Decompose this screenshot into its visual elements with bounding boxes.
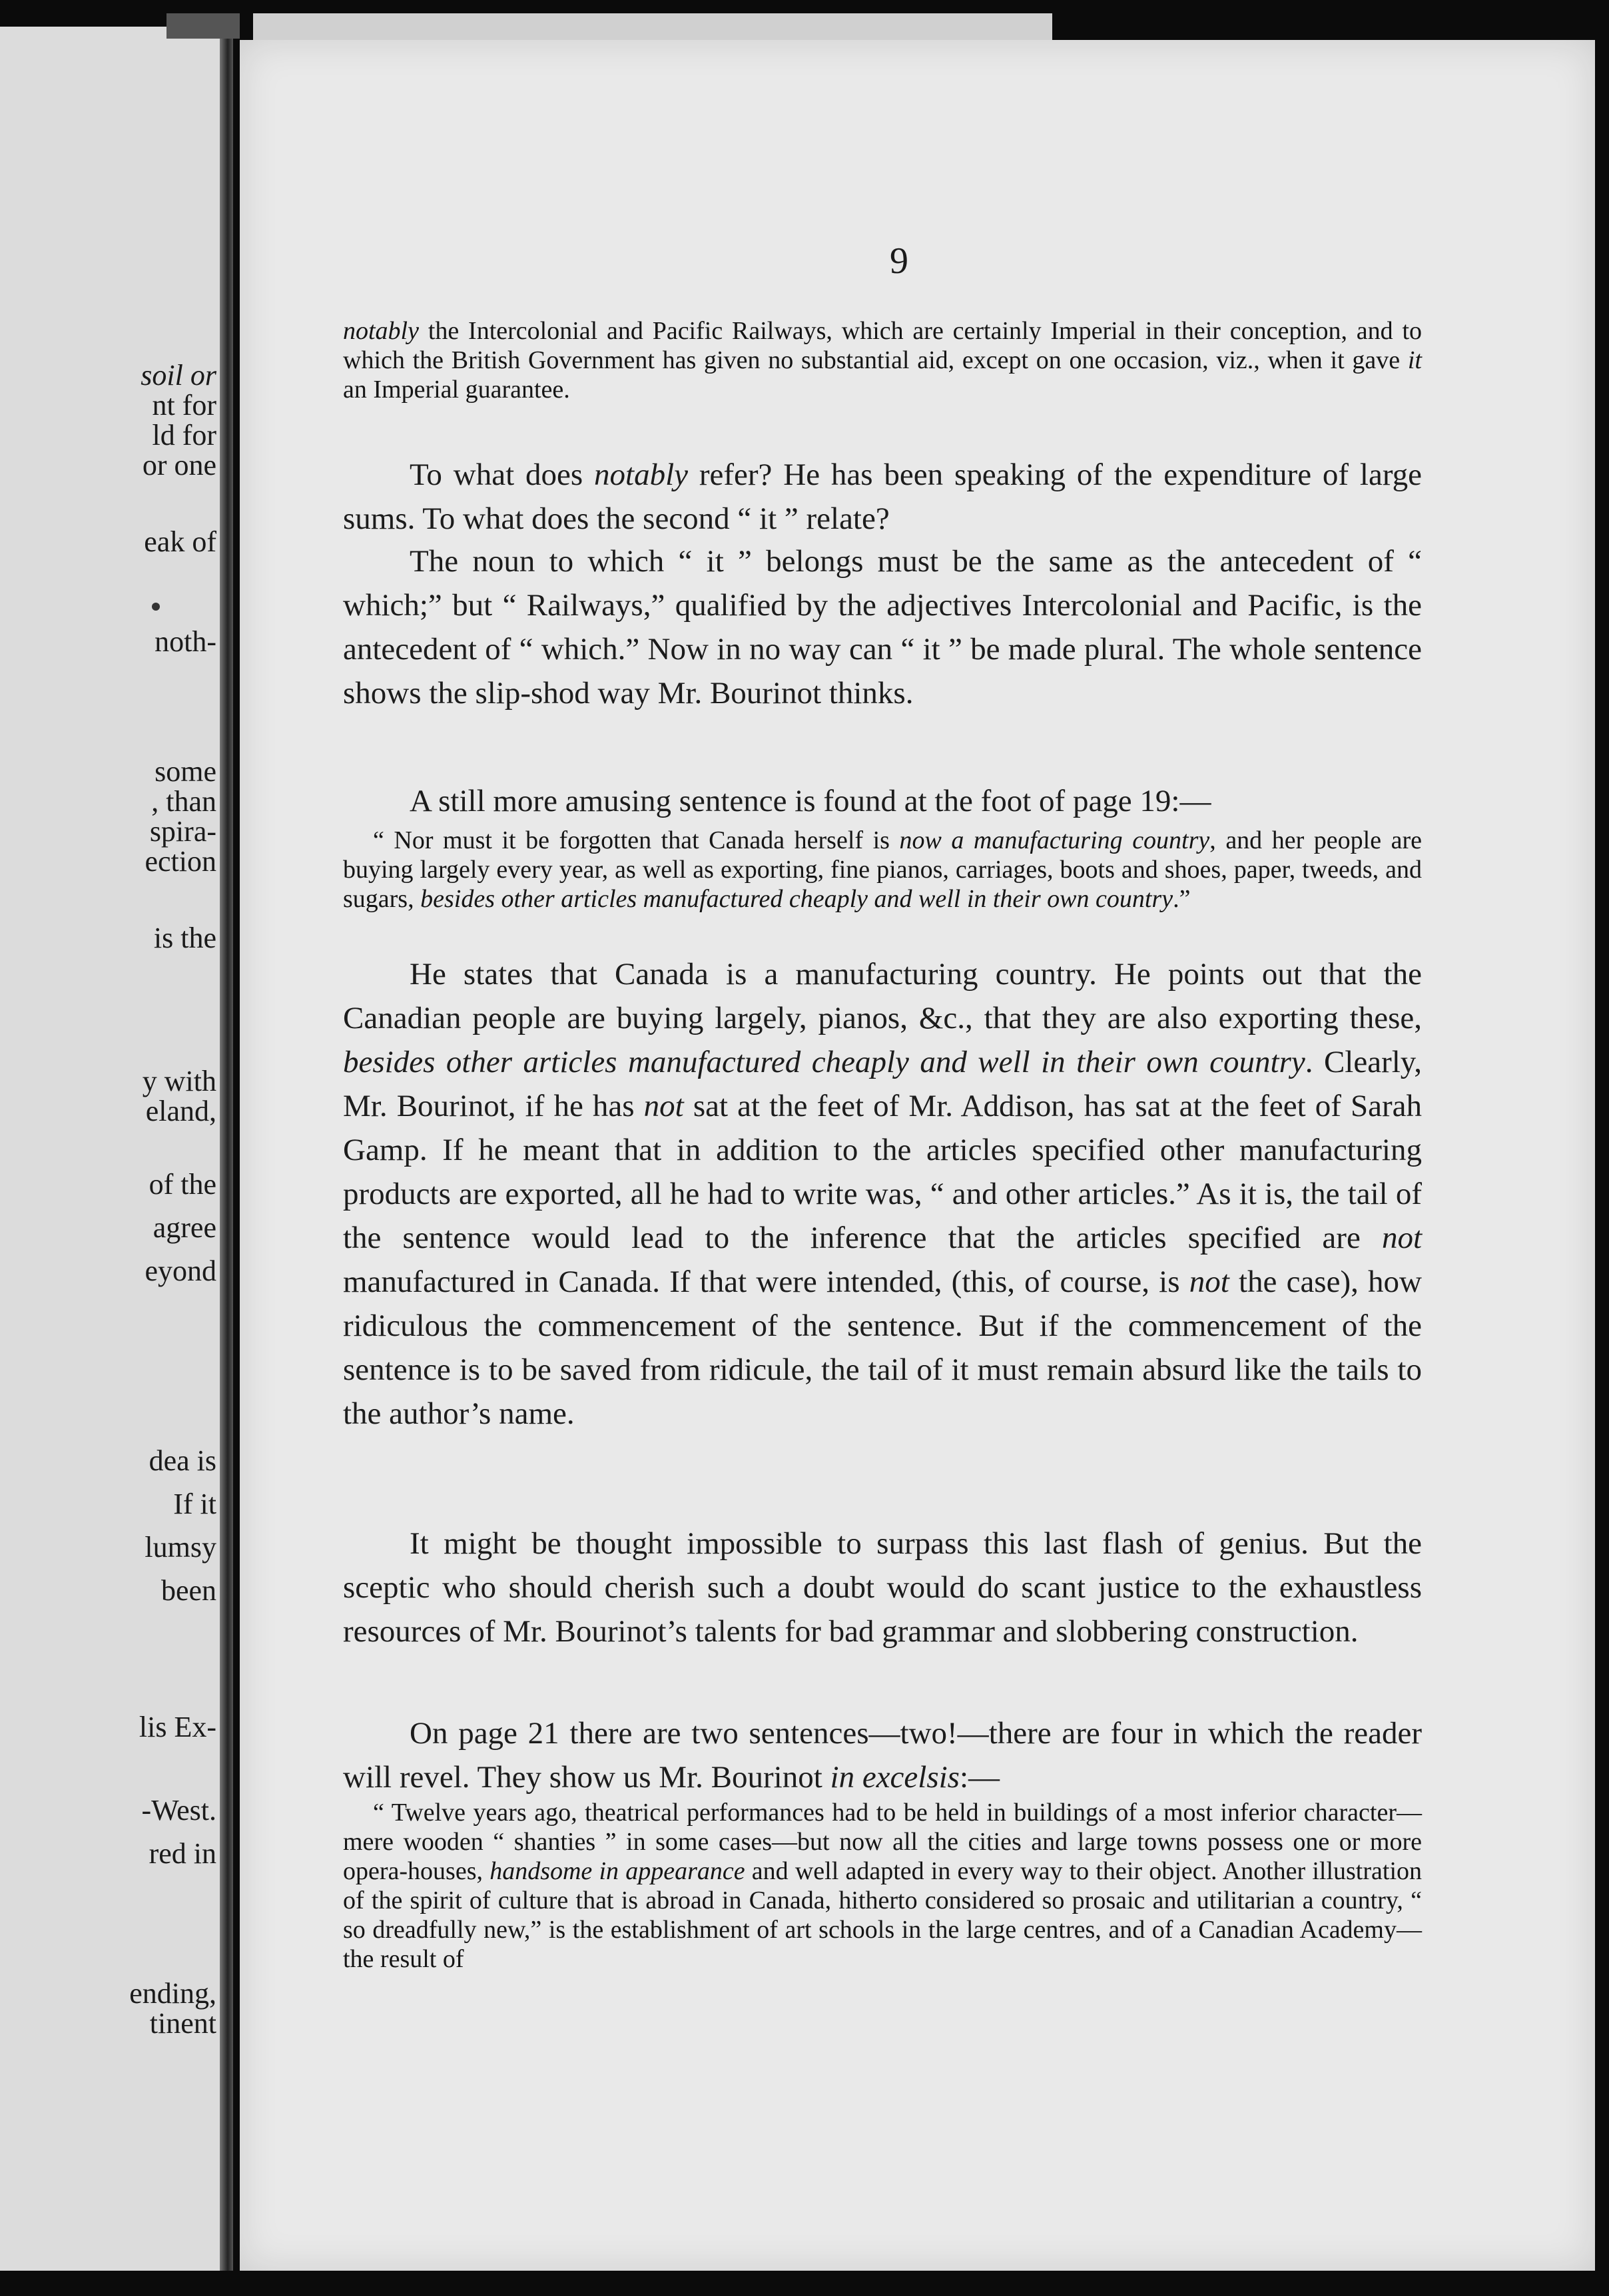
quote-body: “ Nor must it be forgotten that Canada herself is now a manufacturing country, and her people are buying largely every year, as well as exporting, fine pianos, carriages, boots and shoes, paper, tweeds, and sugars, besides other articles manufactured cheaply and well in their own country.”	[343, 826, 1422, 913]
facing-page-fragment: ending,	[129, 1977, 216, 2010]
para-manufacturing	[343, 952, 1422, 1436]
facing-page-fragment: ection	[145, 845, 216, 878]
paragraph	[343, 1522, 1422, 1653]
para-genius	[343, 1522, 1422, 1653]
facing-page-fragment: lumsy	[145, 1531, 216, 1564]
facing-page-fragment: tinent	[149, 2007, 216, 2040]
ink-speck	[152, 603, 160, 611]
paragraph	[343, 453, 1422, 541]
book-gutter	[220, 27, 233, 2271]
quote-body: “ Twelve years ago, theatrical performances had to be held in buildings of a most inferior character—mere wooden “ shanties ” in some cases—but now all the cities and large towns possess one or more opera-houses, handsome in appearance and well adapted in every way to their object. Another illustration of the spirit of culture that is abroad in Canada, hitherto considered so prosaic and utilitarian a country, “ so dreadfully new,” is the establishment of art schools in the large centres, and of a Canadian Academy—the result of	[343, 1799, 1423, 1973]
quote-body: the Intercolonial and Pacific Railways, which are certainly Imperial in their conception, and to which the British Government has given no substantial aid, except on one occasion, viz., when it gave it an Imperial guarantee.	[343, 317, 1423, 404]
facing-page-fragment: eyond	[145, 1255, 216, 1287]
facing-page-fragment: spira-	[149, 815, 216, 848]
paragraph-text: It might be thought impossible to surpass this last flash of genius. But the sceptic who should cherish such a doubt would do scant justice to the exhaustless resources of Mr. Bourinot’s talents for bad grammar and slobbering construction.	[343, 1526, 1422, 1649]
paragraph	[343, 779, 1422, 823]
facing-page-fragment: -West.	[141, 1794, 216, 1827]
facing-page-fragment: noth-	[155, 625, 216, 658]
para-amusing	[343, 779, 1422, 823]
facing-page-fragment: of the	[149, 1168, 216, 1201]
facing-page-fragment: dea is	[149, 1444, 216, 1477]
paragraph	[343, 1711, 1422, 1799]
facing-page-fragment: lis Ex-	[139, 1711, 216, 1743]
paragraph-text: On page 21 there are two sentences—two!—there are four in which the reader will revel. They show us Mr. Bourinot in excelsis:—	[343, 1716, 1422, 1795]
quote-manufacturing	[343, 826, 1422, 914]
facing-page-fragment: eland,	[145, 1095, 216, 1127]
facing-page-fragment: soil or	[141, 359, 216, 392]
facing-page-fragment: some	[155, 755, 216, 788]
paragraph	[343, 952, 1422, 1436]
paragraph-text: He states that Canada is a manufacturing country. He points out that the Canadian people are buying largely, pianos, &c., that they are also exporting these, besides other articles manufactured cheaply and well in their own country. Clearly, Mr. Bourinot, if he has not sat at the feet of Mr. Addison, has sat at the feet of Sarah Gamp. If he meant that in addition to the articles specified other manufacturing products are exported, all he had to write was, “ and other articles.” As it is, the tail of the sentence would lead to the inference that the articles specified are not manufactured in Canada. If that were intended, (this, of course, is not the case), how ridiculous the commencement of the sentence. But if the commencement of the sentence is to be saved from ridicule, the tail of it must remain absurd like the tails to the author’s name.	[343, 957, 1423, 1431]
facing-page-fragment: is the	[153, 922, 216, 954]
paragraph-text: To what does notably refer? He has been speaking of the expenditure of large sums. To what does the second “ it ” relate?	[343, 457, 1422, 536]
facing-page-fragment: , than	[151, 785, 216, 818]
quote-text: notably the Intercolonial and Pacific Railways, which are certainly Imperial in their conception, and to which the British Government has given no substantial aid, except on one occasion, viz., when it gave it an Imperial guarantee.	[343, 317, 1423, 404]
facing-page-fragment: been	[161, 1574, 216, 1607]
paragraph	[343, 539, 1422, 715]
right-margin	[1595, 27, 1609, 2296]
facing-page-fragment: y with	[142, 1065, 216, 1097]
facing-page	[0, 27, 220, 2271]
facing-page-fragment: ld for	[152, 419, 216, 451]
quote-text	[343, 1798, 1422, 1974]
quote-theatrical	[343, 1798, 1422, 1974]
quote-railways	[343, 316, 1422, 404]
paragraph-text: A still more amusing sentence is found at the foot of page 19:—	[410, 784, 1211, 818]
para-page-21	[343, 1711, 1422, 1799]
paragraph-text: The noun to which “ it ” belongs must be the same as the antecedent of “ which;” but “ Railways,” qualified by the adjectives Intercolonial and Pacific, is the antecedent of “ which.” Now in no way can “ it ” be made plural. The whole sentence shows the slip-shod way Mr. Bourinot thinks.	[343, 544, 1422, 711]
quote-text	[343, 826, 1422, 914]
facing-page-fragment: If it	[173, 1488, 216, 1520]
para-antecedent	[343, 539, 1422, 715]
page-number: 9	[890, 240, 908, 282]
facing-page-fragment: eak of	[144, 525, 216, 558]
facing-page-fragment: red in	[149, 1837, 216, 1870]
scan-corner	[166, 13, 240, 39]
facing-page-fragment: agree	[153, 1211, 216, 1244]
facing-page-fragment: or one	[142, 449, 216, 481]
para-notably	[343, 453, 1422, 541]
facing-page-fragment: nt for	[152, 389, 216, 422]
